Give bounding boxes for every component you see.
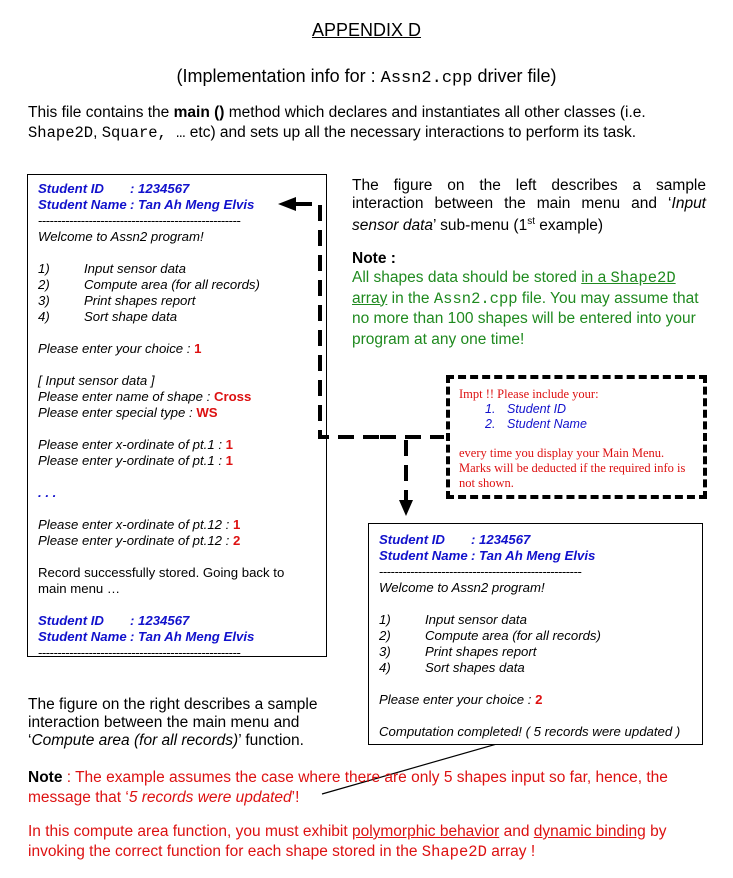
intro-text: method which declares and instantiates all other classes (i.e.: [224, 104, 646, 121]
menu-num: 4): [379, 660, 391, 675]
note-text-part: in the: [387, 289, 434, 307]
note-label: Note :: [352, 250, 396, 267]
menu-label: Sort shapes data: [425, 660, 525, 675]
menu-label: Print shapes report: [84, 293, 196, 308]
menu-label: Compute area (for all records): [425, 628, 601, 643]
x1-value: 1: [225, 437, 234, 452]
final-text: by invoking the correct function for each shape stored in the: [28, 823, 667, 860]
student-name-value: : Tan Ah Meng Elvis: [130, 197, 255, 212]
note-text-part: array: [352, 289, 388, 307]
student-id-label: Student ID: [379, 532, 445, 547]
bottom-description: [28, 696, 328, 750]
welcome-text: Welcome to Assn2 program!: [379, 580, 545, 595]
choice-line: [379, 692, 692, 708]
x12-value: 1: [233, 517, 241, 532]
divider: ----------------------------------------------------: [38, 645, 241, 660]
bottom-desc-italic: Compute area (for all records): [31, 732, 239, 749]
bottom-note: [28, 768, 718, 808]
name-input-value: Cross: [213, 389, 252, 404]
student-id-label: Student ID: [38, 181, 104, 196]
desc-text: The figure on the left describes a sample interaction between the main menu and ‘: [352, 177, 706, 212]
type-prompt: Please enter special type :: [38, 405, 197, 420]
impt-heading: Impt !! Please include your:: [459, 387, 599, 401]
menu-item: [379, 644, 692, 660]
note-text-part: in a: [581, 269, 611, 286]
x1-prompt: Please enter x-ordinate of pt.1 :: [38, 437, 226, 452]
subtitle-prefix: (Implementation info for :: [176, 66, 381, 86]
menu-item: [379, 612, 692, 628]
student-name-label: Student Name: [38, 197, 127, 212]
menu-label: Sort shape data: [84, 309, 178, 324]
menu-num: 3): [379, 644, 391, 659]
choice-value: 2: [535, 692, 543, 707]
student-id-line: [379, 532, 692, 548]
bottom-desc-text: ’ function.: [238, 732, 304, 749]
choice-value: 1: [194, 341, 202, 356]
menu-num: 2): [379, 628, 391, 643]
impt-item-num: 2.: [485, 417, 496, 431]
welcome-text: Welcome to Assn2 program!: [38, 229, 204, 244]
desc-text: ’ sub-menu (1: [433, 217, 528, 235]
student-name-value: : Tan Ah Meng Elvis: [471, 548, 596, 563]
student-name-value: : Tan Ah Meng Elvis: [130, 629, 255, 644]
impt-item: [459, 402, 699, 417]
final-code: Shape2D: [421, 843, 487, 861]
final-text: In this compute area function, you must exhibit: [28, 823, 352, 840]
page-title: APPENDIX D: [311, 20, 422, 40]
intro-text: etc) and sets up all the necessary interactions to perform its task.: [185, 124, 637, 141]
note-code: Shape2D: [610, 269, 676, 287]
stored-message: Record successfully stored. Going back to main menu …: [38, 565, 285, 596]
bottom-note-italic: 5 records were updated: [128, 789, 292, 806]
bottom-note-text: : The example assumes the case where there are only 5 shapes input so far, hence, the message that ‘: [28, 769, 668, 806]
desc-italic: Input sensor data: [352, 195, 706, 235]
menu-num: 1): [379, 612, 391, 627]
bottom-note-text: ’!: [291, 789, 300, 806]
student-name-line: [379, 548, 692, 564]
y12-prompt: Please enter y-ordinate of pt.12 :: [38, 533, 233, 548]
menu-label: Compute area (for all records): [84, 277, 260, 292]
final-text: and: [499, 823, 534, 840]
final-underlined: dynamic binding: [533, 823, 646, 840]
note-code: Assn2.cpp: [433, 289, 518, 308]
note-text-part: file. You may assume that no more than 100 shapes will be entered into your program at any one time!: [352, 289, 699, 348]
subtitle-code: Assn2.cpp: [380, 69, 473, 88]
intro-text: This file contains the: [28, 104, 174, 121]
student-name-label: Student Name: [38, 629, 127, 644]
y12-value: 2: [233, 533, 241, 548]
final-underlined: polymorphic behavior: [351, 823, 500, 840]
menu-num: 1): [38, 261, 50, 276]
intro-main-method: main (): [173, 104, 225, 121]
bottom-desc-text: The figure on the right describes a sample interaction between the main menu and ‘: [28, 696, 318, 749]
menu-num: 4): [38, 309, 50, 324]
impt-item: [459, 417, 699, 432]
choice-prompt: Please enter your choice :: [379, 692, 536, 707]
computed-message: Computation completed! ( 5 records were updated ): [379, 724, 681, 739]
menu-label: Input sensor data: [425, 612, 527, 627]
y1-prompt: Please enter y-ordinate of pt.1 :: [38, 453, 226, 468]
menu-label: Print shapes report: [425, 644, 537, 659]
impt-item-label: Student ID: [507, 402, 567, 416]
desc-sup: st: [527, 216, 535, 227]
type-input-value: WS: [196, 405, 218, 420]
x12-prompt: Please enter x-ordinate of pt.12 :: [38, 517, 233, 532]
divider: ----------------------------------------------------: [38, 213, 241, 228]
ellipsis: . . .: [38, 485, 57, 500]
section-heading: [ Input sensor data ]: [38, 373, 155, 388]
impt-body: every time you display your Main Menu. Marks will be deducted if the required info is not shown.: [459, 446, 686, 490]
student-name-label: Student Name: [379, 548, 468, 563]
final-paragraph: [28, 822, 718, 862]
intro-code: Shape2D: [28, 124, 94, 142]
student-id-value: : 1234567: [471, 532, 531, 547]
menu-label: Input sensor data: [84, 261, 186, 276]
menu-num: 3): [38, 293, 50, 308]
menu-num: 2): [38, 277, 50, 292]
choice-prompt: Please enter your choice :: [38, 341, 195, 356]
intro-text: ,: [93, 124, 102, 141]
intro-code: Square, …: [101, 124, 186, 142]
desc-text: example): [534, 217, 604, 235]
note-text-part: All shapes data should be stored: [352, 269, 582, 286]
menu-item: [379, 660, 692, 676]
impt-item-num: 1.: [485, 402, 496, 416]
bottom-note-label: Note: [28, 769, 63, 786]
right-console-box: [368, 523, 703, 745]
divider: ----------------------------------------------------: [379, 564, 582, 579]
subtitle-suffix: driver file): [472, 66, 557, 86]
y1-value: 1: [225, 453, 234, 468]
final-text: array !: [486, 843, 536, 860]
impt-item-label: Student Name: [507, 417, 587, 431]
student-id-value: : 1234567: [130, 181, 190, 196]
student-id-label: Student ID: [38, 613, 104, 628]
impt-content: [459, 387, 699, 491]
name-prompt: Please enter name of shape :: [38, 389, 214, 404]
student-id-value: : 1234567: [130, 613, 190, 628]
menu-item: [379, 628, 692, 644]
